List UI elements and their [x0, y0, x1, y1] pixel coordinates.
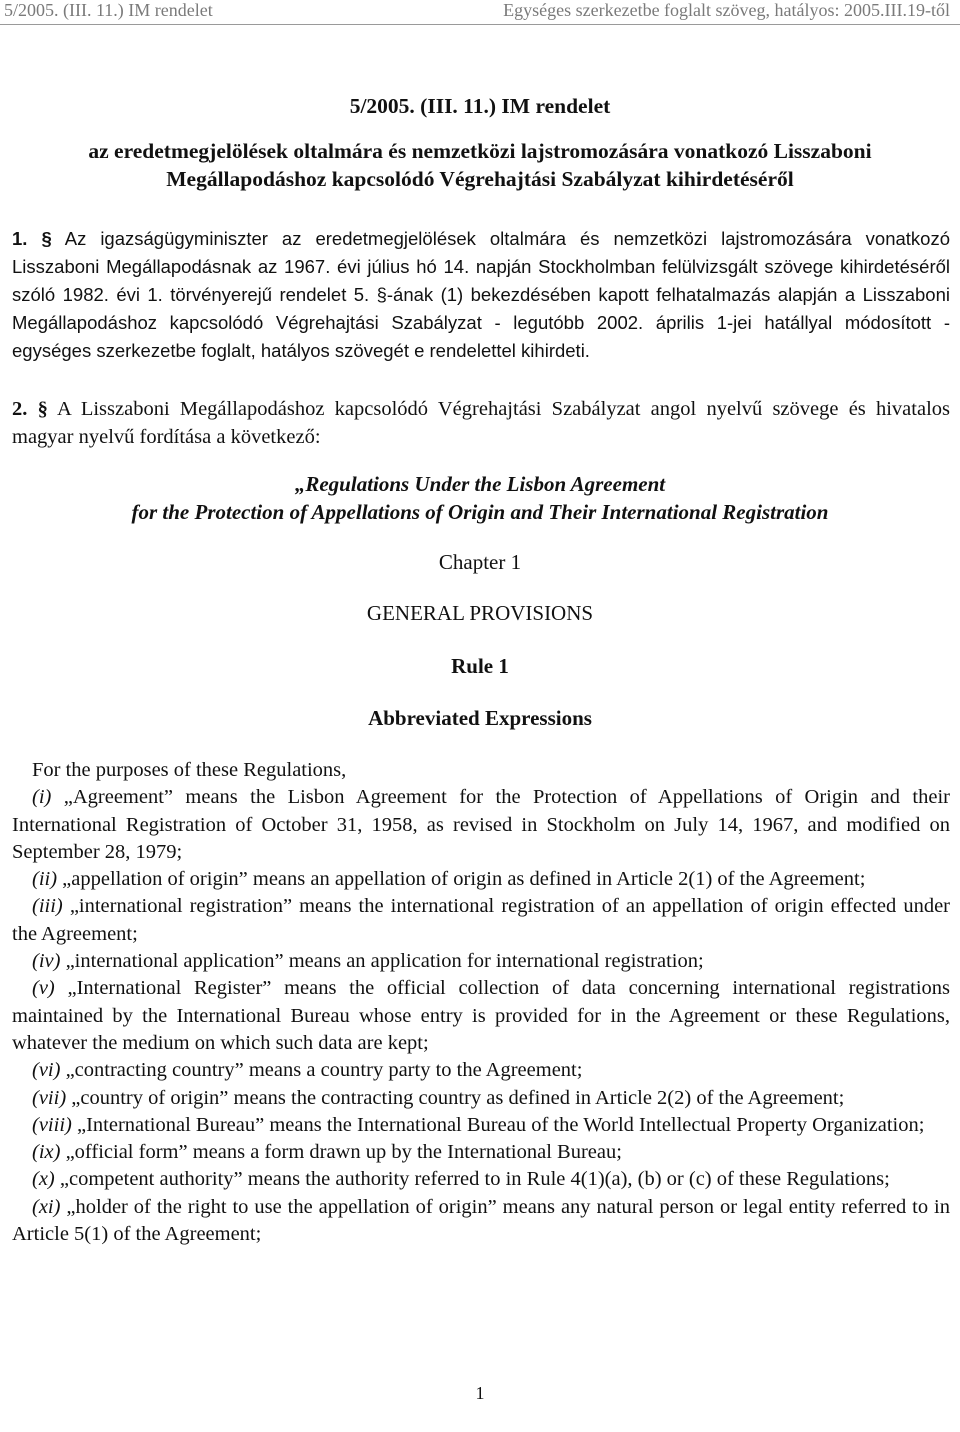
rule-title: Abbreviated Expressions [368, 706, 592, 730]
page-header [0, 0, 960, 25]
definition-number: (vi) [32, 1059, 61, 1082]
paragraph-1-text: Az igazságügyminiszter az eredetmegjelölések oltalmára és nemzetközi lajstromozására vonatkozó Lisszaboni Megállapodásnak az 1967. évi július hó 14. napján Stockholmban felülvizsgált szövege kihirdetéséről szóló 1982. évi 1. törvényerejű rendelet 5. §-ának (1) bekezdésében kapott felhatalmazás alapján a Lisszaboni Megállapodáshoz kapcsolódó Végrehajtási Szabályzat - legutóbb 2002. április 1-jei hatállyal módosított - egységes szerkezetbe foglalt, hatályos szövegét e rendelettel kihirdeti. [12, 228, 951, 361]
definition-item [12, 893, 950, 948]
paragraph-1-number: 1. [12, 228, 28, 249]
definitions-intro: For the purposes of these Regulations, [32, 759, 347, 781]
definition-text: „Agreement” means the Lisbon Agreement for the Protection of Appellations of Origin and their International Registration of October 31, 1958, as revised in Stockholm on July 14, 1967, and modified on September 28, 1979; [12, 786, 950, 863]
definition-number: (ii) [32, 868, 58, 891]
document-title [0, 92, 960, 193]
definition-number: (iv) [32, 950, 61, 973]
definition-item [12, 866, 950, 893]
definition-number: (vii) [32, 1086, 67, 1109]
definition-item [12, 1057, 950, 1084]
paragraph-2 [12, 396, 950, 451]
paragraph-2-number: 2. [12, 398, 28, 420]
definition-item [12, 1166, 950, 1193]
paragraph-1 [12, 225, 950, 365]
chapter-heading: Chapter 1 [438, 550, 522, 574]
english-title-line-1: „Regulations Under the Lisbon Agreement [294, 472, 666, 496]
definition-text: „contracting country” means a country party to the Agreement; [60, 1059, 583, 1082]
paragraph-2-section-sign: § [37, 398, 48, 420]
english-title-line-2: for the Protection of Appellations of Origin and Their International Registration [131, 500, 829, 524]
rule-heading: Rule 1 [451, 654, 509, 678]
definition-text: „international application” means an application for international registration; [60, 950, 704, 973]
title-line-2: az eredetmegjelölések oltalmára és nemzetközi lajstromozására vonatkozó Lisszaboni [88, 139, 872, 163]
definition-text: „International Bureau” means the International Bureau of the World Intellectual Property Organization; [71, 1113, 925, 1136]
definition-text: „appellation of origin” means an appellation of origin as defined in Article 2(1) of the Agreement; [57, 868, 866, 891]
definition-text: „competent authority” means the authority referred to in Rule 4(1)(a), (b) or (c) of these Regulations; [54, 1168, 890, 1191]
definition-item [12, 948, 950, 975]
definition-number: (xi) [32, 1195, 61, 1218]
chapter-title: GENERAL PROVISIONS [366, 601, 594, 625]
definition-number: (viii) [32, 1113, 72, 1136]
definition-text: „holder of the right to use the appellation of origin” means any natural person or legal entity referred to in Article 5(1) of the Agreement; [12, 1195, 950, 1246]
title-line-3: Megállapodáshoz kapcsolódó Végrehajtási Szabályzat kihirdetéséről [166, 167, 794, 191]
definition-item [12, 1139, 950, 1166]
definition-item [12, 784, 950, 866]
definition-number: (ix) [32, 1141, 61, 1164]
definition-item [12, 1085, 950, 1112]
definition-text: „international registration” means the international registration of an appellation of origin effected under the Agreement; [12, 895, 950, 945]
definition-number: (i) [32, 786, 52, 809]
definition-item [12, 1112, 950, 1139]
paragraph-2-text: A Lisszaboni Megállapodáshoz kapcsolódó Végrehajtási Szabályzat angol nyelvű szövege és hivatalos magyar nyelvű fordítása a következő: [12, 398, 950, 448]
definition-text: „official form” means a form drawn up by the International Bureau; [60, 1141, 622, 1164]
definition-text: „country of origin” means the contracting country as defined in Article 2(2) of the Agreement; [66, 1086, 845, 1109]
page-number: 1 [475, 1383, 485, 1403]
header-left-text: 5/2005. (III. 11.) IM rendelet [4, 0, 213, 20]
paragraph-1-section-sign: § [41, 228, 52, 249]
definition-number: (iii) [32, 895, 63, 918]
header-right-text: Egységes szerkezetbe foglalt szöveg, hatályos: 2005.III.19-től [503, 0, 950, 20]
title-line-1: 5/2005. (III. 11.) IM rendelet [349, 94, 611, 118]
definitions-list [12, 757, 950, 1248]
definition-item [12, 975, 950, 1057]
definition-text: „International Register” means the official collection of data concerning international registrations maintained by the International Bureau whose entry is provided for in the Agreement or these Regulations, whatever the medium on which such data are kept; [12, 977, 950, 1054]
definition-number: (x) [32, 1168, 55, 1191]
definition-number: (v) [32, 977, 55, 1000]
definition-item [12, 1194, 950, 1249]
